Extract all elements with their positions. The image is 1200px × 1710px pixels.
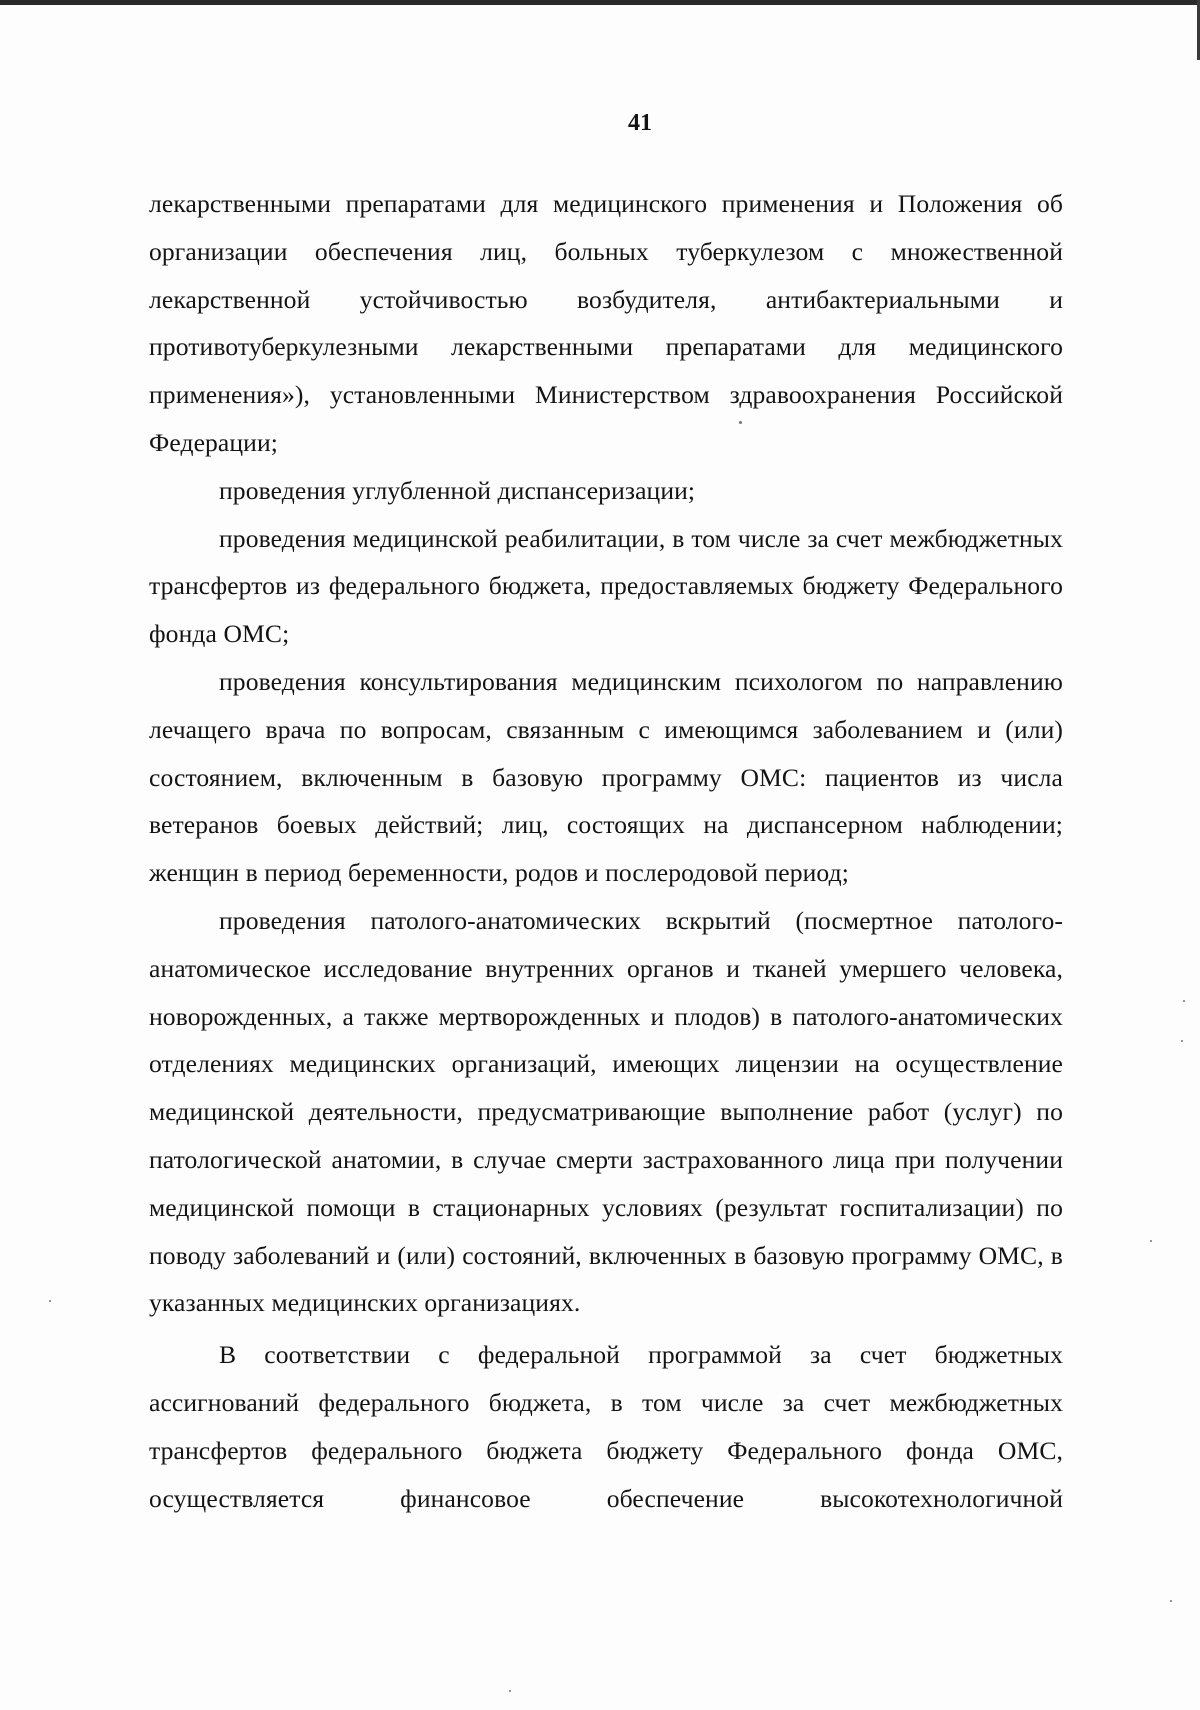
scan-speck	[49, 1300, 51, 1302]
page-number: 41	[628, 110, 652, 136]
scan-speck	[509, 1690, 511, 1692]
paragraph-autopsies: проведения патолого-анатомических вскрытий (посмертное патолого-анатомическое исследование внутренних органов и тканей умершего человека, новорожденных, а также мертворожденных и плодов) в патолого-анатомических отделениях медицинских организаций, имеющих лицензии на осуществление медицинской деятельности, предусматривающие выполнение работ (услуг) по патологической анатомии, в случае смерти застрахованного лица при получении медицинской помощи в стационарных условиях (результат госпитализации) по поводу заболеваний и (или) состояний, включенных в базовую программу ОМС, в указанных медицинских организациях.	[149, 905, 1063, 1318]
document-body	[149, 180, 1063, 1522]
scan-speck	[739, 421, 742, 424]
scan-top-border	[0, 0, 1200, 5]
paragraph-continuation: лекарственными препаратами для медицинского применения и Положения об организации обеспечения лиц, больных туберкулезом с множественной лекарственной устойчивостью возбудителя, антибактериальными и противотуберкулезными лекарственными препаратами для медицинского применения»), установленными Министерством здравоохранения Российской Федерации;	[149, 189, 1063, 457]
paragraph-in-depth-screening: проведения углубленной диспансеризации;	[219, 475, 696, 505]
scan-speck	[1181, 1040, 1183, 1042]
paragraph-psychologist-consulting: проведения консультирования медицинским психологом по направлению лечащего врача по вопросам, связанным с имеющимся заболеванием и (или) состоянием, включенным в базовую программу ОМС: пациентов из числа ветеранов боевых действий; лиц, состоящих на диспансерном наблюдении; женщин в период беременности, родов и послеродовой период;	[149, 666, 1063, 888]
scan-speck	[1170, 1600, 1172, 1602]
scan-speck	[1150, 1240, 1152, 1242]
scan-speck	[1183, 1000, 1185, 1002]
paragraph-rehabilitation: проведения медицинской реабилитации, в том числе за счет межбюджетных трансфертов из федерального бюджета, предоставляемых бюджету Федерального фонда ОМС;	[149, 523, 1063, 649]
paragraph-federal-program: В соответствии с федеральной программой за счет бюджетных ассигнований федерального бюджета, в том числе за счет межбюджетных трансфертов федерального бюджета бюджету Федерального фонда ОМС, осуществляется финансовое обеспечение высокотехнологичной	[149, 1340, 1063, 1513]
